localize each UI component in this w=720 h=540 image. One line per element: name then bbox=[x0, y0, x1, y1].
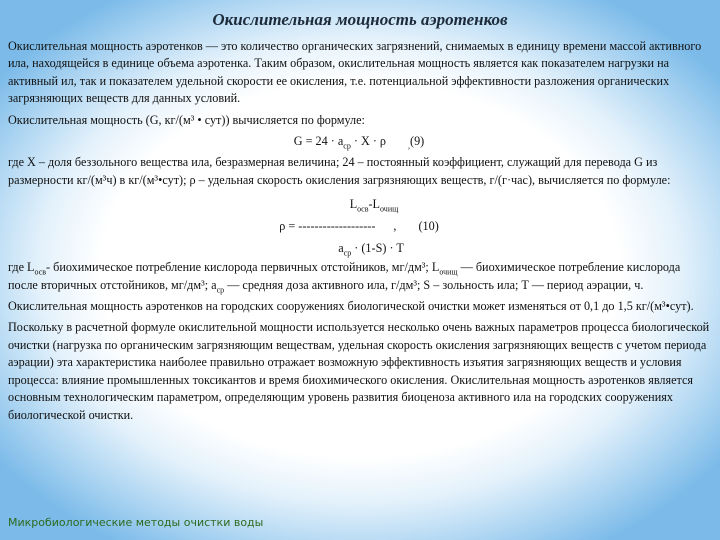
formula-intro-paragraph: Окислительная мощность (G, кг/(м³ • сут)) вычисляется по формуле: bbox=[8, 112, 365, 127]
where-paragraph-1: где X – доля беззольного вещества ила, безразмерная величина; 24 – постоянный коэффициент, служащий для перевода G из размерности кг/(м³ч) в кг/(м³•сут); ρ – удельная скорость окисления загрязняющих веществ, г/(г·час), вычисляется по формуле: bbox=[8, 155, 671, 187]
formula-9-lhs: G = 24 · a bbox=[293, 134, 344, 149]
formula-10-denominator: $a_{cp} \cdot (1-S) \cdot T$ bbox=[338, 241, 404, 258]
formula-10-number: (10) bbox=[418, 219, 439, 234]
where-paragraph-2: где $L_{осв}-$ биохимическое потребление кислорода первичных отстойников, мг/дм³; $L_{очищ}$ — биохимическое потребление кислорода после вторичных отстойников, мг/дм³; $а_{ср}$ — средняя доза активного ила, г/дм³; S – зольность ила; T — период аэрации, ч. bbox=[8, 260, 681, 295]
intro-paragraph: Окислительная мощность аэротенков — это количество органических загрязнений, снимаемых в единицу времени массой активного ила, находящейся в единице объема аэротенка. Таким образом, окислительная мощность является как показателем нагрузки на активный ил, так и показателем удельной скорости ее окисления, т.е. потенциальной эффективности разложения органических загрязняющих веществ для данных условий. bbox=[8, 39, 702, 106]
formula-9-comma: , bbox=[408, 141, 411, 151]
formula-9-sub: cp bbox=[343, 141, 351, 151]
formula-9-number: (9) bbox=[410, 134, 425, 149]
formula-10 bbox=[8, 193, 710, 259]
footer-caption: Микробиологические методы очистки воды bbox=[8, 516, 264, 529]
page-title: Окислительная мощность аэротенков bbox=[212, 10, 508, 29]
range-paragraph: Окислительная мощность аэротенков на городских сооружениях биологической очистки может изменяться от 0,1 до 1,5 кг/(м³•сут). bbox=[8, 299, 694, 314]
formula-10-numerator: $L_{ocв}-L_{очищ}$ bbox=[349, 197, 399, 214]
formula-10-line: ρ = ------------------- , (10) bbox=[279, 219, 439, 234]
final-paragraph: Поскольку в расчетной формуле окислительной мощности используется несколько очень важных параметров процесса биологической очистки (нагрузка по органическим загрязняющим веществам, удельная скорость окисления загрязняющих веществ с учетом периода аэрации) эта характеристика наиболее правильно отражает возможную эффективность изъятия загрязняющих веществ и условия процесса: влияние промышленных токсикантов и время биохимического окисления. Окислительная мощность аэротенков является основным технологическим параметром, определяющим уровень развития биоценоза активного ила на городских сооружениях биологической очистки. bbox=[8, 320, 710, 422]
formula-9 bbox=[8, 133, 710, 150]
formula-9-rhs: · X · ρ bbox=[350, 134, 387, 149]
document-body bbox=[8, 38, 710, 428]
